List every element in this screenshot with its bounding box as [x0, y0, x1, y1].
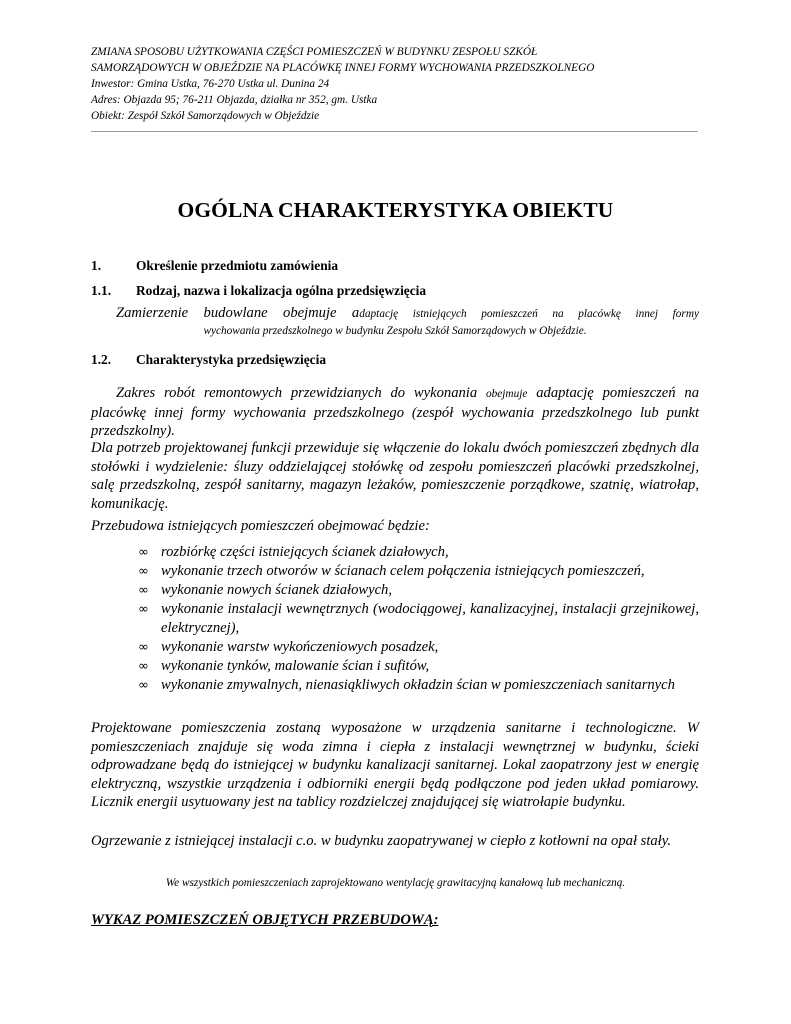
scope-lead-text: Zamierzenie budowlane obejmuje a: [116, 305, 360, 321]
paragraph-rebuild-intro: Przebudowa istniejących pomieszczeń obejmować będzie:: [91, 518, 430, 534]
works-scope-text-b: adaptację pomieszczeń na: [527, 385, 699, 401]
infinity-bullet-icon: ∞: [138, 583, 149, 598]
paragraph-installations: Projektowane pomieszczenia zostaną wyposażone w urządzenia sanitarne i technologiczne. W pomieszczeniach znajduje się woda zimna i ciepła z instalacji wewnętrznej w budynku, ścieki odprowadzane będą do istniejącej w budynku kanalizacji sanitarnej. Lokal zaopatrzony jest w energię elektryczną, wszystkie urządzenia i odbiorniki energii będą podłączone pod jeden układ pomiarowy. Licznik energii usytuowany jest na tablicy rozdzielczej znajdującej się wiatrołapie budynku.: [91, 720, 699, 810]
infinity-bullet-icon: ∞: [138, 659, 149, 674]
paragraph-functional-program: Dla potrzeb projektowanej funkcji przewiduje się włączenie do lokalu dwóch pomieszczeń zbędnych dla stołówki i wydzielenie: śluzy oddzielającej stołówkę od zespołu pomieszczeń placówki przedszkolnej, salę przedszkolną, zespół sanitarny, magazyn leżaków, pomieszczenie porządkowe, szatnię, wiatrołap, komunikację.: [91, 440, 699, 512]
header-address: Adres: Objazda 95; 76-211 Objazda, działka nr 352, gm. Ustka: [91, 94, 378, 106]
list-item: ∞ wykonanie tynków, malowanie ścian i sufitów,: [138, 658, 430, 674]
works-scope-line-2: placówkę innej formy wychowania przedszkolnego (zespół wychowania przedszkolnego lub punkt: [91, 404, 699, 421]
infinity-bullet-icon: ∞: [138, 564, 149, 579]
rooms-list-heading: WYKAZ POMIESZCZEŃ OBJĘTYCH PRZEBUDOWĄ:: [91, 912, 439, 928]
scope-rest-text: daptację istniejących pomieszczeń na placówkę innej formy: [359, 308, 699, 320]
section-1-1-label: Rodzaj, nazwa i lokalizacja ogólna przedsięwzięcia: [136, 283, 427, 298]
page-title: OGÓLNA CHARAKTERYSTYKA OBIEKTU: [177, 198, 614, 222]
paragraph-scope-of-works: [91, 384, 699, 441]
rebuild-works-list: [138, 543, 699, 695]
header-project-line-2: SAMORZĄDOWYCH W OBJEŹDZIE NA PLACÓWKĘ INNEJ FORMY WYCHOWANIA PRZEDSZKOLNEGO: [91, 62, 595, 74]
header-investor: Inwestor: Gmina Ustka, 76-270 Ustka ul. Dunina 24: [91, 78, 330, 90]
section-1-2-heading: [91, 352, 326, 368]
section-1-1-number: 1.1.: [91, 283, 112, 298]
paragraph-ventilation: We wszystkich pomieszczeniach zaprojektowano wentylację grawitacyjną kanałową lub mechaniczną.: [165, 877, 626, 889]
list-item: ∞ wykonanie trzech otworów w ścianach celem połączenia istniejących pomieszczeń,: [138, 563, 645, 579]
scope-line-2: wychowania przedszkolnego w budynku Zespołu Szkół Samorządowych w Objeździe.: [203, 325, 587, 337]
works-scope-small: obejmuje: [485, 388, 528, 400]
section-1-1-heading: [91, 283, 426, 299]
header-divider: [91, 131, 698, 132]
infinity-bullet-icon: ∞: [138, 602, 149, 617]
document-header: [91, 44, 701, 124]
paragraph-heating: Ogrzewanie z istniejącej instalacji c.o. w budynku zaopatrywanej w ciepło z kotłowni na opał stały.: [91, 833, 672, 849]
section-1-1-paragraph: [91, 305, 699, 339]
infinity-bullet-icon: ∞: [138, 545, 149, 560]
works-scope-text-a: Zakres robót remontowych przewidzianych do wykonania: [116, 385, 486, 401]
infinity-bullet-icon: ∞: [138, 678, 149, 693]
section-1-heading: [91, 258, 338, 274]
list-item: ∞ wykonanie zmywalnych, nienasiąkliwych okładzin ścian w pomieszczeniach sanitarnych: [138, 677, 675, 693]
header-project-line-1: ZMIANA SPOSOBU UŻYTKOWANIA CZĘŚCI POMIESZCZEŃ W BUDYNKU ZESPOŁU SZKÓŁ: [91, 46, 538, 58]
header-object: Obiekt: Zespół Szkół Samorządowych w Objeździe: [91, 110, 320, 122]
list-item: ∞ wykonanie instalacji wewnętrznych (wodociągowej, kanalizacyjnej, instalacji grzejnikowej, elektrycznej),: [138, 601, 699, 636]
list-item: ∞ rozbiórkę części istniejących ścianek działowych,: [138, 544, 449, 560]
list-item: ∞ wykonanie warstw wykończeniowych posadzek,: [138, 639, 439, 655]
infinity-bullet-icon: ∞: [138, 640, 149, 655]
section-1-number: 1.: [91, 258, 102, 273]
list-item: ∞ wykonanie nowych ścianek działowych,: [138, 582, 393, 598]
works-scope-line-3: przedszkolny).: [91, 423, 175, 439]
section-1-2-number: 1.2.: [91, 352, 112, 367]
section-1-2-label: Charakterystyka przedsięwzięcia: [136, 352, 327, 367]
section-1-label: Określenie przedmiotu zamówienia: [136, 258, 339, 273]
